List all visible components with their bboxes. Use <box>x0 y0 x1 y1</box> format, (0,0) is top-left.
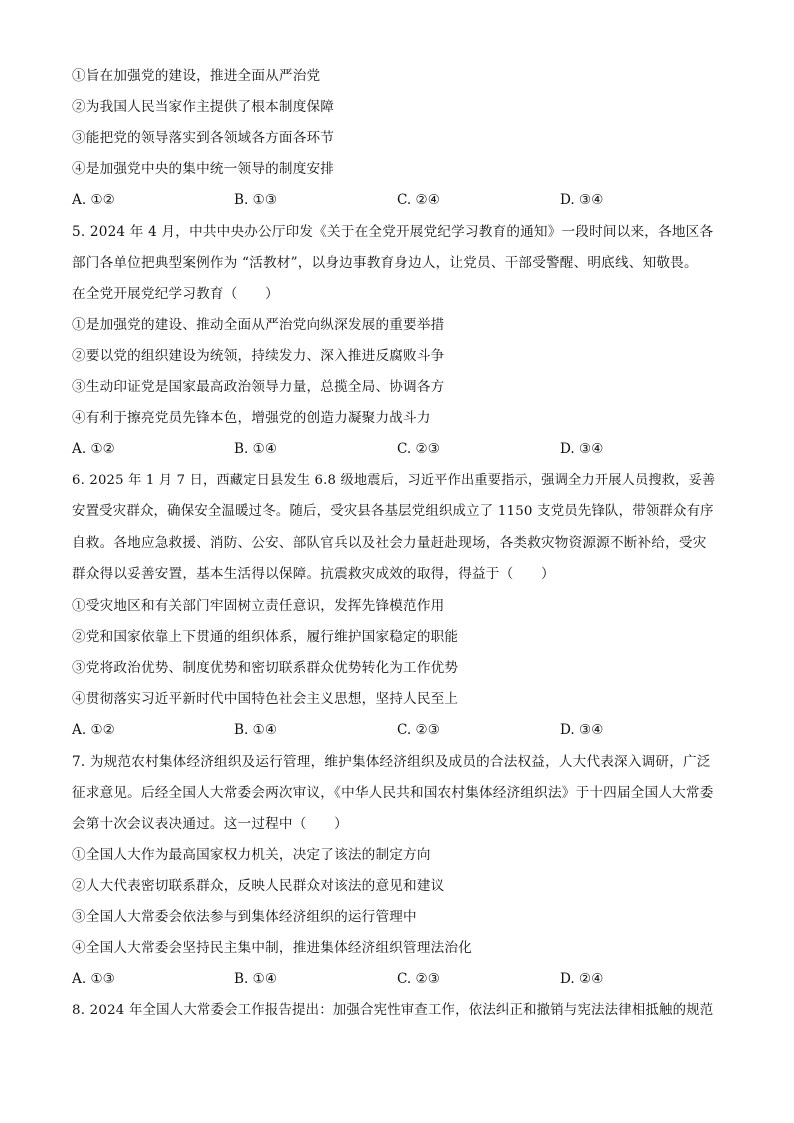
q5-stem-line-2: 部门各单位把典型案例作为 “活教材”，以身边事教育身边人，让党员、干部受警醒、明底线、知敬畏。 <box>72 255 698 271</box>
q6-stem-line-2: 安置受灾群众，确保安全温暖过冬。随后，受灾县各基层党组织成立了 1150 支党员先锋队，带领群众有序 <box>72 504 714 519</box>
q5-option-a: A. ①② <box>72 441 115 457</box>
q7-option-b: B. ①④ <box>234 971 278 987</box>
q6-option-b: B. ①④ <box>234 722 278 738</box>
q6-item-3: ③党将政治优势、制度优势和密切联系群众优势转化为工作优势 <box>72 660 459 676</box>
q7-item-3: ③全国人大常委会依法参与到集体经济组织的运行管理中 <box>72 909 417 925</box>
q6-option-d: D. ③④ <box>560 722 604 738</box>
q5-item-2: ②要以党的组织建设为统领，持续发力、深入推进反腐败斗争 <box>72 348 445 364</box>
q6-option-c: C. ②③ <box>397 722 440 738</box>
q4-options <box>72 190 722 210</box>
q6-item-4: ④贯彻落实习近平新时代中国特色社会主义思想，坚持人民至上 <box>72 691 459 707</box>
q8-stem-line-1: 8. 2024 年全国人大常委会工作报告提出：加强合宪性审查工作，依法纠正和撤销与宪法法律相抵触的规范 <box>72 1003 714 1018</box>
q4-option-c: C. ②④ <box>397 192 440 208</box>
q7-option-a: A. ①③ <box>72 971 115 987</box>
q7-stem-line-2: 征求意见。后经全国人大常委会两次审议，《中华人民共和国农村集体经济组织法》于十四届全国人大常委 <box>72 785 714 801</box>
q7-option-d: D. ②④ <box>560 971 604 987</box>
q6-item-1: ①受灾地区和有关部门牢固树立责任意识，发挥先锋模范作用 <box>72 598 445 614</box>
q5-option-d: D. ③④ <box>560 441 604 457</box>
q5-option-c: C. ②③ <box>397 441 440 457</box>
q7-stem-line-1: 7. 为规范农村集体经济组织及运行管理，维护集体经济组织及成员的合法权益，人大代表深入调研，广泛 <box>72 754 711 770</box>
q7-item-4: ④全国人大常委会坚持民主集中制，推进集体经济组织管理法治化 <box>72 940 473 956</box>
q4-item-1: ①旨在加强党的建设，推进全面从严治党 <box>72 68 321 84</box>
q4-option-d: D. ③④ <box>560 192 604 208</box>
q7-options <box>72 969 722 989</box>
q5-option-b: B. ①④ <box>234 441 278 457</box>
q4-item-4: ④是加强党中央的集中统一领导的制度安排 <box>72 161 335 177</box>
q5-stem-line-3: 在全党开展党纪学习教育（ ） <box>72 286 279 302</box>
q5-options <box>72 439 722 459</box>
q4-item-3: ③能把党的领导落实到各领域各方面各环节 <box>72 130 335 146</box>
q5-item-3: ③生动印证党是国家最高政治领导力量，总揽全局、协调各方 <box>72 379 445 395</box>
q5-item-1: ①是加强党的建设、推动全面从严治党向纵深发展的重要举措 <box>72 317 445 333</box>
q6-option-a: A. ①② <box>72 722 115 738</box>
q6-item-2: ②党和国家依靠上下贯通的组织体系，履行维护国家稳定的职能 <box>72 629 459 645</box>
q7-option-c: C. ②③ <box>397 971 440 987</box>
q6-options <box>72 720 722 740</box>
q6-stem-line-3: 自救。各地应急救援、消防、公安、部队官兵以及社会力量赶赴现场，各类救灾物资源源不断补给，受灾 <box>72 535 707 551</box>
q4-item-2: ②为我国人民当家作主提供了根本制度保障 <box>72 99 335 115</box>
q7-stem-line-3: 会第十次会议表决通过。这一过程中（ ） <box>72 816 348 832</box>
q5-stem-line-1: 5. 2024 年 4 月，中共中央办公厅印发《关于在全党开展党纪学习教育的通知》一段时间以来，各地区各 <box>72 224 714 240</box>
q4-option-a: A. ①② <box>72 192 115 208</box>
q4-option-b: B. ①③ <box>234 192 278 208</box>
q7-item-1: ①全国人大作为最高国家权力机关，决定了该法的制定方向 <box>72 847 431 863</box>
q6-stem-line-4: 群众得以妥善安置，基本生活得以保障。抗震救灾成效的取得，得益于（ ） <box>72 566 555 582</box>
q5-item-4: ④有利于擦亮党员先锋本色，增强党的创造力凝聚力战斗力 <box>72 410 431 426</box>
q6-stem-line-1: 6. 2025 年 1 月 7 日，西藏定日县发生 6.8 级地震后，习近平作出重要指示，强调全力开展人员搜救，妥善 <box>72 473 716 488</box>
q7-item-2: ②人大代表密切联系群众，反映人民群众对该法的意见和建议 <box>72 878 445 894</box>
